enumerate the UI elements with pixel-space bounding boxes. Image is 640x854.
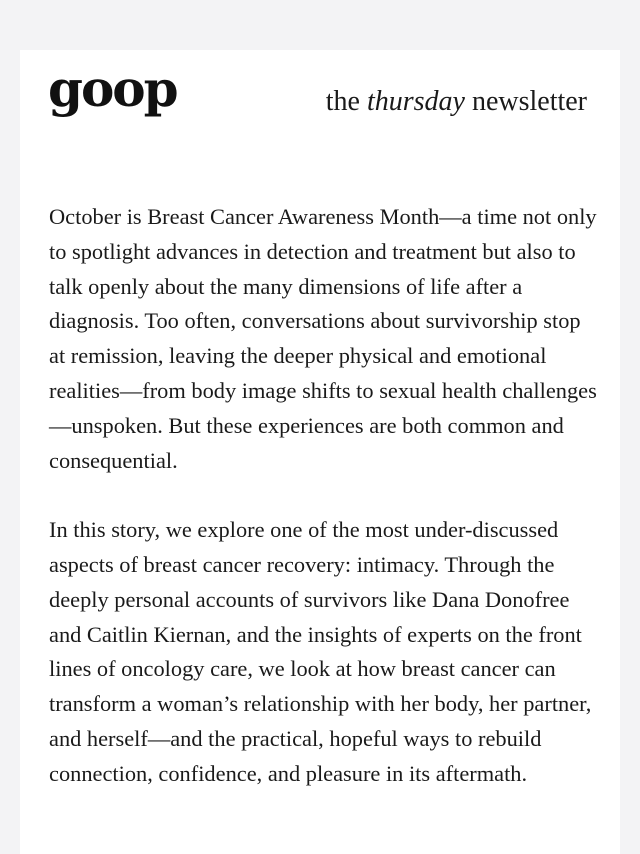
intro-paragraph-1: October is Breast Cancer Awareness Month—a time not only to spotlight advances in detection and treatment but also to talk openly about the many dimensions of life after a diagnosis. Too often, conversations about survivorship stop at remission, leaving the deeper physical and emotional realities—from body image shifts to sexual health challenges—unspoken. But these experiences are both common and consequential. <box>49 204 597 473</box>
tagline-day: thursday <box>366 86 465 117</box>
newsletter-tagline <box>326 88 587 116</box>
intro-paragraph-2: In this story, we explore one of the most under-discussed aspects of breast cancer recovery: intimacy. Through the deeply personal accounts of survivors like Dana Donofree and Caitlin Kiernan, and the insights of experts on the front lines of oncology care, we look at how breast cancer can transform a woman’s relationship with her body, her partner, and herself—and the practical, hopeful ways to rebuild connection, confidence, and pleasure in its aftermath. <box>49 517 592 786</box>
goop-logo[interactable]: goop <box>48 59 177 118</box>
article-intro <box>49 200 601 826</box>
tagline-suffix: newsletter <box>464 86 587 117</box>
newsletter-header <box>20 50 620 160</box>
newsletter-card <box>20 50 620 854</box>
tagline-prefix: the <box>325 86 367 117</box>
